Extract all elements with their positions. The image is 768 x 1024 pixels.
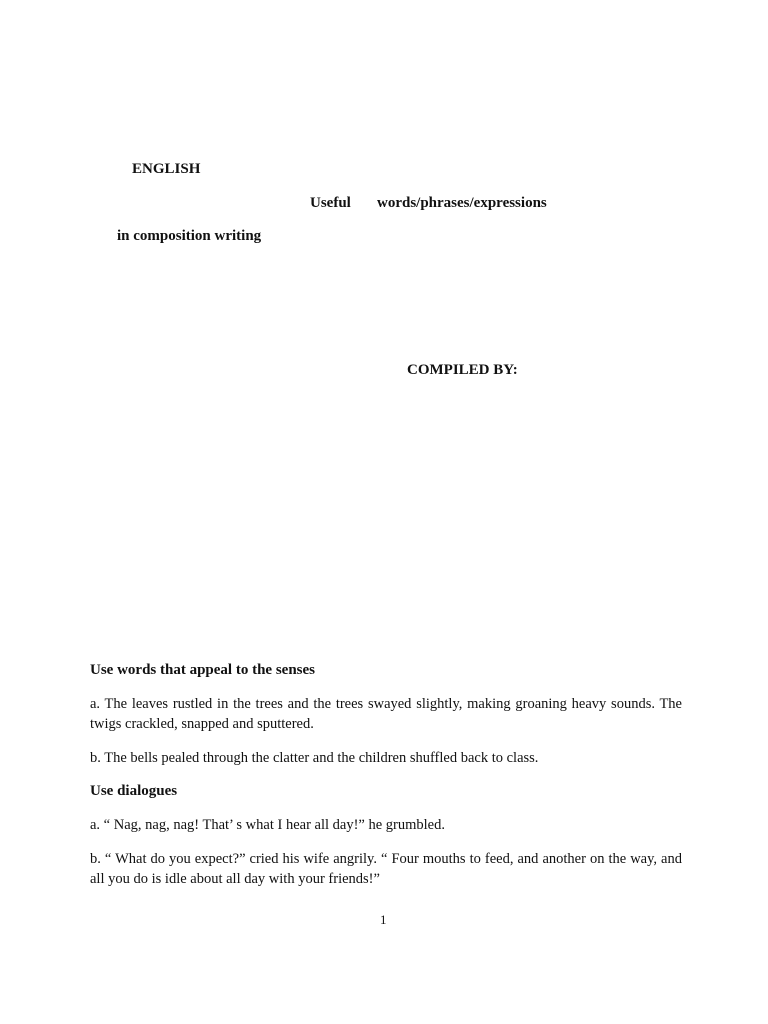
compiled-by-label: COMPILED BY: [407, 362, 518, 378]
subtitle: in composition writing [117, 228, 262, 244]
section-heading-dialogues: Use dialogues [90, 783, 178, 799]
page-number: 1 [380, 912, 387, 927]
title-word-expressions: words/phrases/expressions [377, 195, 547, 211]
senses-item-b: b. The bells pealed through the clatter and the children shuffled back to class. [90, 750, 539, 766]
dialogues-item-b: b. “ What do you expect?” cried his wife angrily. “ Four mouths to feed, and another on the way, and all you do is idle about all day with your friends!” [90, 851, 682, 887]
subject-title: ENGLISH [132, 161, 201, 177]
section-heading-senses: Use words that appeal to the senses [90, 662, 315, 678]
senses-item-a: a. The leaves rustled in the trees and the trees swayed slightly, making groaning heavy sounds. The twigs crackled, snapped and sputtered. [90, 696, 682, 732]
title-word-useful: Useful [310, 195, 351, 211]
dialogues-item-a: a. “ Nag, nag, nag! That’ s what I hear all day!” he grumbled. [90, 817, 445, 833]
